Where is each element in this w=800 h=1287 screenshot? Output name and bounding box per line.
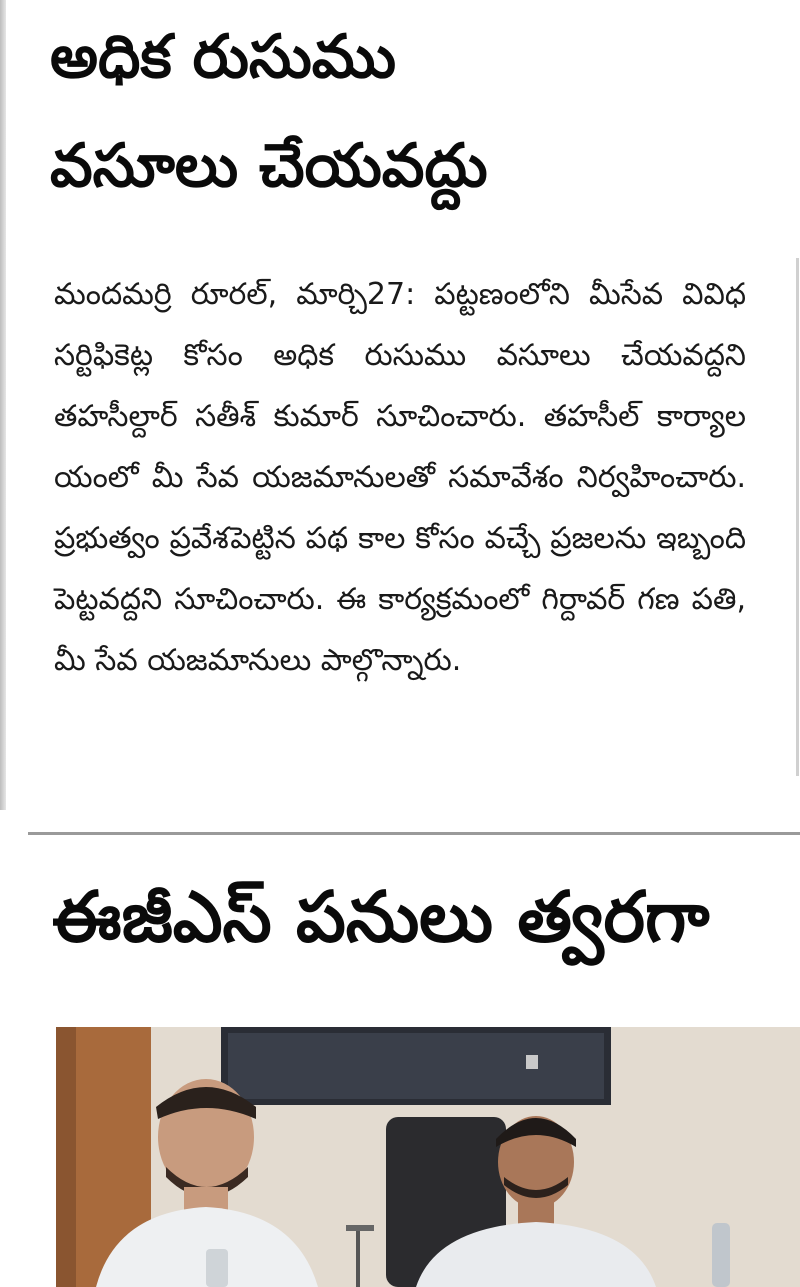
section-divider <box>28 832 800 835</box>
column-rule-left <box>0 0 6 810</box>
column-rule-right <box>796 258 799 776</box>
article-headline-line-1: అధిక రుసుము <box>50 22 397 92</box>
article-body: మందమర్రి రూరల్, మార్చి27: పట్టణంలోని మీసేవ వివిధ సర్టిఫికెట్ల కోసం అధిక రుసుము వసూలు చేయవద్దని తహసీల్దార్ సతీశ్ కుమార్ సూచించారు. తహసీల్ కార్యాల యంలో మీ సేవ యజమానులతో సమావేశం నిర్వహించారు. ప్రభుత్వం ప్రవేశపెట్టిన పథ కాల కోసం వచ్చే ప్రజలను ఇబ్బంది పెట్టవద్దని సూచించారు. ఈ కార్యక్రమంలో గిర్దావర్ గణ పతి, మీ సేవ యజమానులు పాల్గొన్నారు. <box>54 277 746 678</box>
second-article-headline: ఈజీఎస్ పనులు త్వరగా <box>52 876 710 958</box>
article-headline-line-2: వసూలు చేయవద్దు <box>50 131 488 201</box>
news-photo <box>56 1027 800 1287</box>
